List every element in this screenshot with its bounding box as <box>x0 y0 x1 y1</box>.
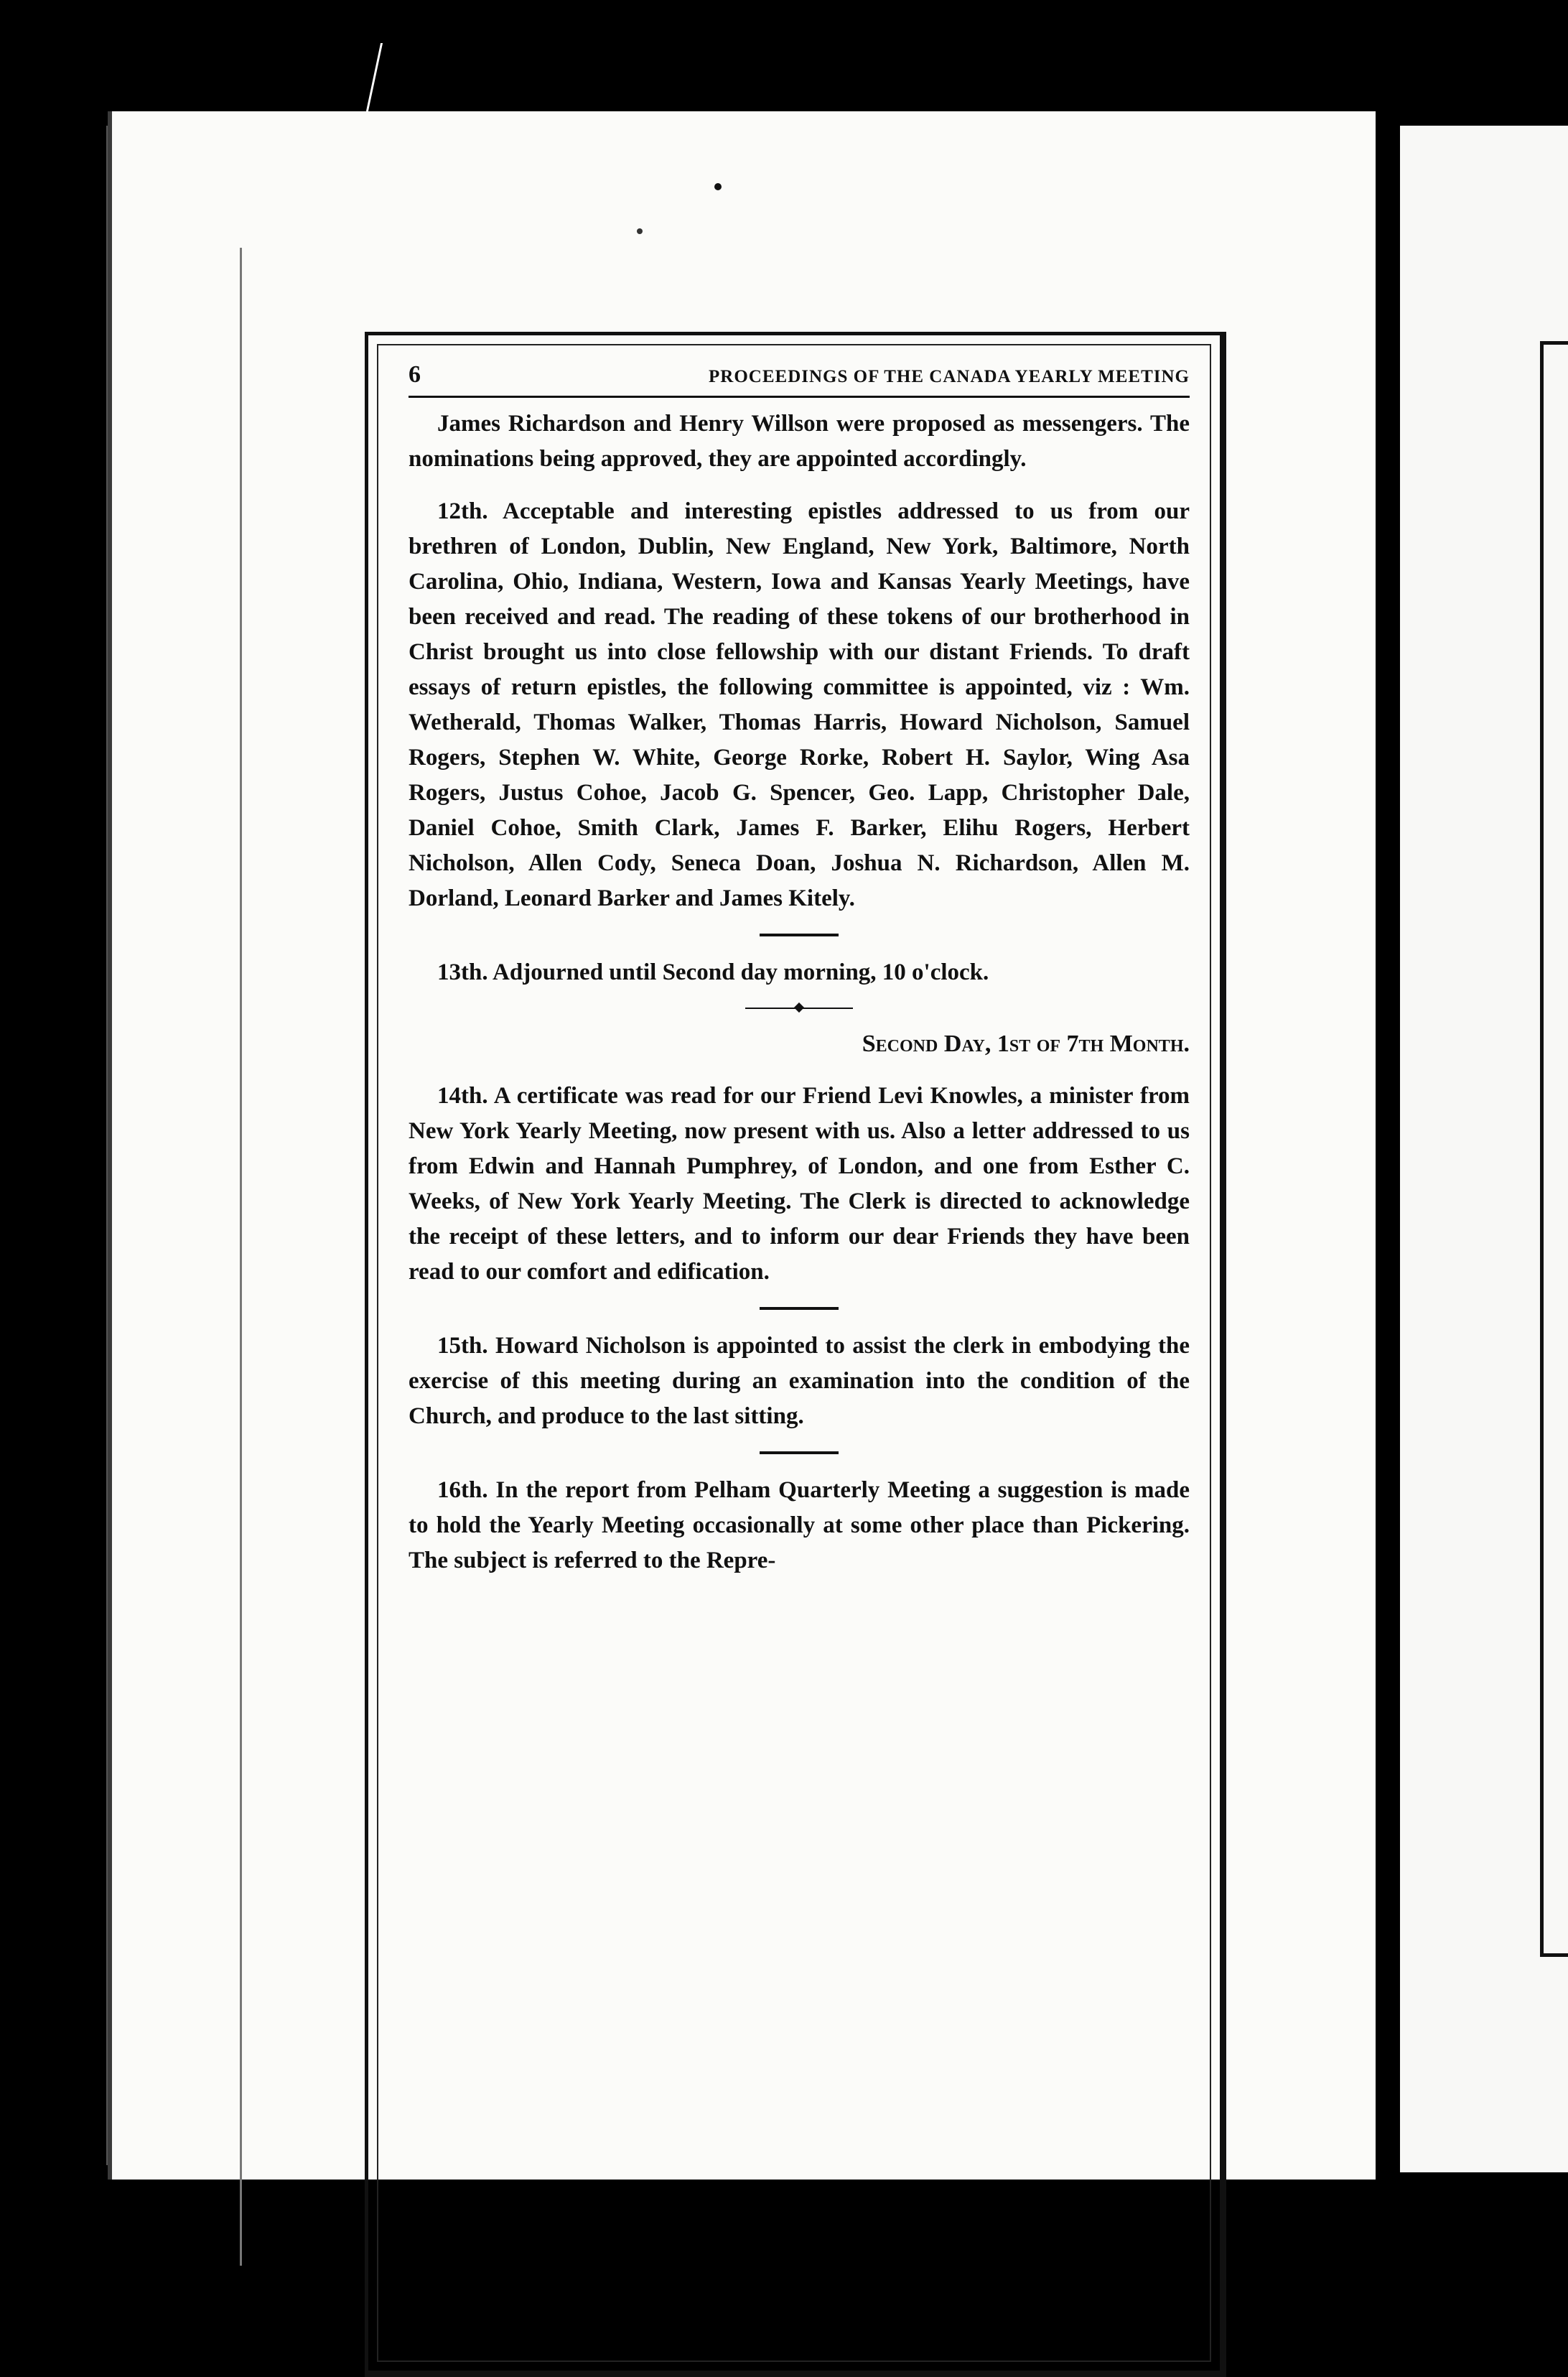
corner-mark <box>366 43 411 111</box>
section-separator <box>760 1451 839 1454</box>
section-separator-ornament <box>745 1008 853 1009</box>
paragraph-messengers: James Richardson and Henry Willson were proposed as messengers. The nominations being approved, they are appointed accordingly. <box>409 411 1190 472</box>
text-frame <box>365 332 1226 2377</box>
paragraph-16th: 16th. In the report from Pelham Quarterly Meeting a suggestion is made to hold the Yearly Meeting occasionally at some other place than Pickering. The subject is referred to the Repre- <box>409 1477 1190 1573</box>
page-edge-inner <box>240 248 285 2266</box>
running-title: PROCEEDINGS OF THE CANADA YEARLY MEETING <box>709 367 1190 386</box>
facing-page-frame <box>1540 341 1568 1957</box>
section-separator <box>760 1307 839 1310</box>
page-number: 6 <box>409 361 421 388</box>
ink-dot <box>637 228 643 234</box>
paragraph-13th: 13th. Adjourned until Second day morning, 10 o'clock. <box>437 959 989 985</box>
paragraph-12th: 12th. Acceptable and interesting epistles addressed to us from our brethren of London, Dublin, New England, New York, Baltimore, North Carolina, Ohio, Indiana, Western, Iowa and Kansas Yearly Meetings, have been received and read. The reading of these tokens of our brotherhood in Christ brought us into close fellowship with our distant Friends. To draft essays of return epistles, the following committee is appointed, viz : Wm. Wetherald, Thomas Walker, Thomas Harris, Howard Nicholson, Samuel Rogers, Stephen W. White, George Rorke, Robert H. Saylor, Wing Asa Rogers, Justus Cohoe, Jacob G. Spencer, Geo. Lapp, Christopher Dale, Daniel Cohoe, Smith Clark, James F. Barker, Elihu Rogers, Herbert Nicholson, Allen Cody, Seneca Doan, Joshua N. Richardson, Allen M. Dorland, Leonard Barker and James Kitely. <box>409 498 1190 911</box>
section-separator <box>760 934 839 936</box>
dateline: Second Day, 1st of 7th Month. <box>862 1031 1190 1057</box>
paragraph-14th: 14th. A certificate was read for our Friend Levi Knowles, a minister from New York Yearly Meeting, now present with us. Also a letter addressed to us from Edwin and Hannah Pumphrey, of London, and one from Esther C. Weeks, of New York Yearly Meeting. The Clerk is directed to acknowledge the receipt of these letters, and to inform our dear Friends they have been read to our comfort and edification. <box>409 1083 1190 1285</box>
ink-dot <box>714 183 722 190</box>
running-head <box>409 357 1190 398</box>
paragraph-15th: 15th. Howard Nicholson is appointed to assist the clerk in embodying the exercise of this meeting during an examination into the condition of the Church, and produce to the last sitting. <box>409 1333 1190 1429</box>
page-content <box>409 357 1190 1596</box>
